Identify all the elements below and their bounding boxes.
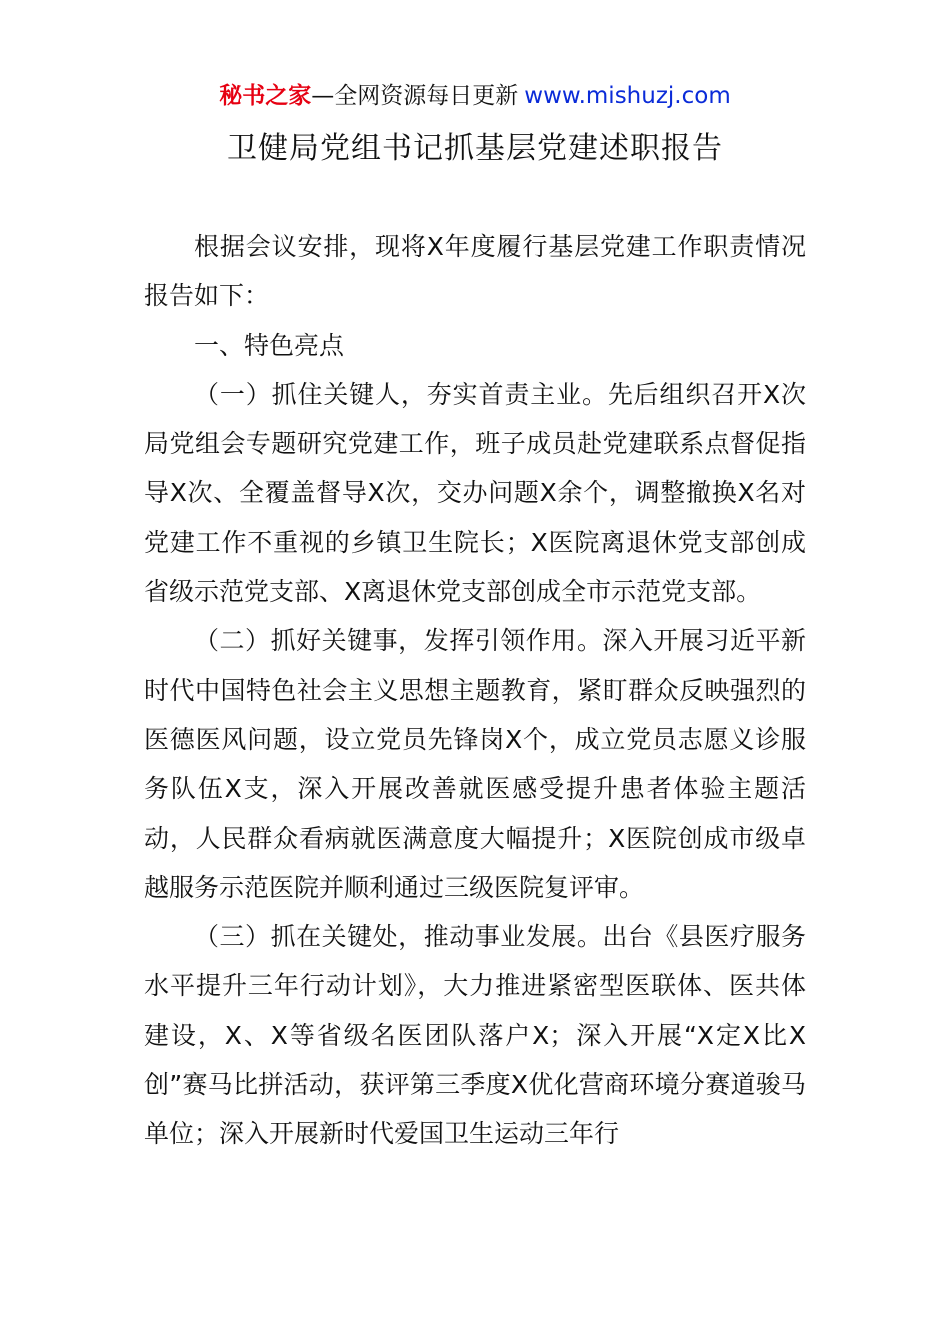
section-heading: 一、特色亮点 [194, 330, 345, 360]
site-url[interactable]: www.mishuzj.com [524, 83, 731, 109]
brand-name: 秘书之家 [219, 83, 312, 109]
intro-paragraph: 根据会议安排，现将X年度履行基层党建工作职责情况报告如下： [144, 232, 806, 311]
site-header [0, 80, 950, 112]
header-tagline: —全网资源每日更新 [311, 83, 519, 109]
paragraph-2: （二）抓好关键事，发挥引领作用。深入开展习近平新时代中国特色社会主义思想主题教育，紧盯群众反映强烈的医德医风问题，设立党员先锋岗X个，成立党员志愿义诊服务队伍X支，深入开展改善就医感受提升患者体验主题活动，人民群众看病就医满意度大幅提升；X医院创成市级卓越服务示范医院并顺利通过三级医院复评审。 [144, 626, 806, 902]
document-title: 卫健局党组书记抓基层党建述职报告 [227, 131, 723, 166]
document-body [144, 222, 806, 1159]
paragraph-3: （三）抓在关键处，推动事业发展。出台《县医疗服务水平提升三年行动计划》，大力推进紧密型医联体、医共体建设，X、X等省级名医团队落户X；深入开展“X定X比X创”赛马比拼活动，获评第三季度X优化营商环境分赛道骏马单位；深入开展新时代爱国卫生运动三年行 [144, 922, 806, 1149]
paragraph-1: （一）抓住关键人，夯实首责主业。先后组织召开X次局党组会专题研究党建工作，班子成员赴党建联系点督促指导X次、全覆盖督导X次，交办问题X余个，调整撤换X名对党建工作不重视的乡镇卫生院长；X医院离退休党支部创成省级示范党支部、X离退休党支部创成全市示范党支部。 [144, 379, 806, 607]
